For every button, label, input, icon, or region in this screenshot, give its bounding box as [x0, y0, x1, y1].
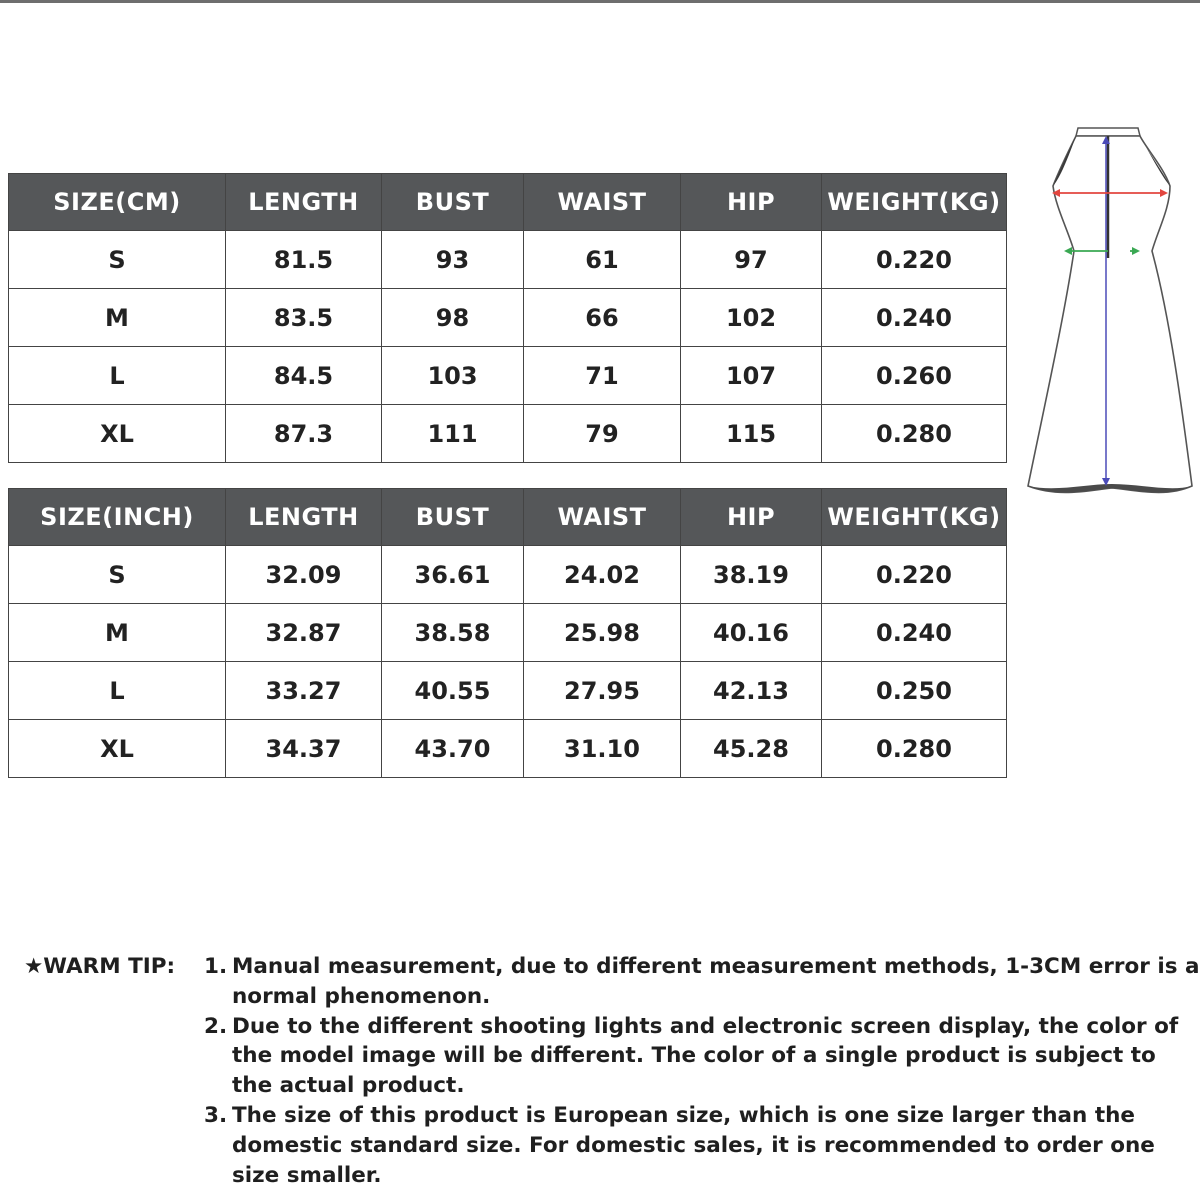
header-size: SIZE(CM)	[9, 174, 226, 231]
cell-weight: 0.240	[822, 604, 1007, 662]
cell-hip: 102	[681, 289, 822, 347]
header-length: LENGTH	[226, 489, 382, 546]
table-row	[9, 604, 1007, 662]
size-table-cm	[8, 173, 1007, 463]
table-row	[9, 347, 1007, 405]
cell-size: L	[9, 347, 226, 405]
cell-bust: 43.70	[382, 720, 524, 778]
tip-number: 1.	[204, 954, 228, 979]
table-row	[9, 662, 1007, 720]
table-header-row	[9, 174, 1007, 231]
cell-hip: 97	[681, 231, 822, 289]
header-size: SIZE(INCH)	[9, 489, 226, 546]
cell-size: XL	[9, 720, 226, 778]
cell-waist: 25.98	[524, 604, 681, 662]
cell-weight: 0.220	[822, 546, 1007, 604]
table-row	[9, 231, 1007, 289]
cell-bust: 36.61	[382, 546, 524, 604]
warm-tip-label: ★WARM TIP:	[24, 954, 176, 979]
cell-waist: 71	[524, 347, 681, 405]
cell-hip: 45.28	[681, 720, 822, 778]
cell-bust: 111	[382, 405, 524, 463]
cell-hip: 107	[681, 347, 822, 405]
cell-weight: 0.280	[822, 405, 1007, 463]
cell-length: 81.5	[226, 231, 382, 289]
cell-weight: 0.250	[822, 662, 1007, 720]
cell-size: XL	[9, 405, 226, 463]
cell-hip: 40.16	[681, 604, 822, 662]
table-row	[9, 546, 1007, 604]
cell-waist: 66	[524, 289, 681, 347]
cell-size: S	[9, 546, 226, 604]
header-weight: WEIGHT(KG)	[822, 489, 1007, 546]
dress-measurement-icon	[1020, 118, 1200, 498]
cell-size: L	[9, 662, 226, 720]
header-weight: WEIGHT(KG)	[822, 174, 1007, 231]
header-waist: WAIST	[524, 489, 681, 546]
cell-length: 32.09	[226, 546, 382, 604]
cell-waist: 27.95	[524, 662, 681, 720]
cell-size: S	[9, 231, 226, 289]
cell-size: M	[9, 289, 226, 347]
cell-weight: 0.280	[822, 720, 1007, 778]
header-bust: BUST	[382, 489, 524, 546]
header-hip: HIP	[681, 489, 822, 546]
header-waist: WAIST	[524, 174, 681, 231]
cell-length: 83.5	[226, 289, 382, 347]
cell-bust: 103	[382, 347, 524, 405]
list-item	[204, 1012, 1200, 1101]
header-bust: BUST	[382, 174, 524, 231]
cell-bust: 98	[382, 289, 524, 347]
cell-bust: 93	[382, 231, 524, 289]
cell-bust: 40.55	[382, 662, 524, 720]
size-table-inch	[8, 488, 1007, 778]
cell-length: 34.37	[226, 720, 382, 778]
cell-length: 33.27	[226, 662, 382, 720]
tip-number: 2.	[204, 1013, 228, 1039]
cell-length: 84.5	[226, 347, 382, 405]
cell-hip: 115	[681, 405, 822, 463]
cell-waist: 24.02	[524, 546, 681, 604]
cell-waist: 61	[524, 231, 681, 289]
cell-bust: 38.58	[382, 604, 524, 662]
cell-size: M	[9, 604, 226, 662]
table-row	[9, 405, 1007, 463]
cell-weight: 0.240	[822, 289, 1007, 347]
tip-text: The size of this product is European size, which is one size larger than the domestic standard size. For domestic sales, it is recommended to order one size smaller.	[232, 1102, 1155, 1188]
top-rule	[0, 0, 1200, 3]
list-item	[204, 1101, 1200, 1190]
cell-waist: 79	[524, 405, 681, 463]
cell-hip: 42.13	[681, 662, 822, 720]
table-row	[9, 720, 1007, 778]
cell-hip: 38.19	[681, 546, 822, 604]
table-header-row	[9, 489, 1007, 546]
cell-weight: 0.220	[822, 231, 1007, 289]
cell-length: 32.87	[226, 604, 382, 662]
header-length: LENGTH	[226, 174, 382, 231]
warm-tip-list	[204, 952, 1200, 1190]
cell-length: 87.3	[226, 405, 382, 463]
tip-text: Manual measurement, due to different measurement methods, 1-3CM error is a normal phenomenon.	[232, 954, 1200, 1009]
header-hip: HIP	[681, 174, 822, 231]
cell-waist: 31.10	[524, 720, 681, 778]
list-item	[204, 952, 1200, 1012]
table-row	[9, 289, 1007, 347]
tip-text: Due to the different shooting lights and electronic screen display, the color of the model image will be different. The color of a single product is subject to the actual product.	[232, 1013, 1179, 1099]
tip-number: 3.	[204, 1102, 228, 1128]
cell-weight: 0.260	[822, 347, 1007, 405]
